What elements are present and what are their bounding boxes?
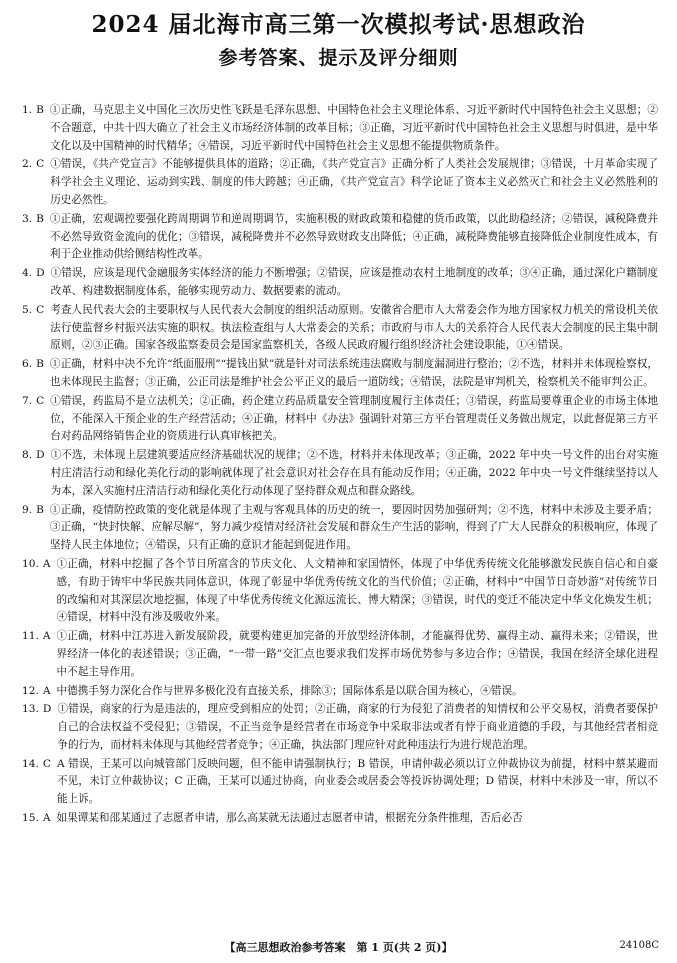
answer-key: B bbox=[36, 212, 44, 225]
answer-explanation: ①正确，马克思主义中国化三次历史性飞跃是毛泽东思想、中国特色社会主义理论体系、习近平新时代中国特色社会主义思想；②不合题意，中共十四大确立了社会主义市场经济体制的改革目标；③正确，习近平新时代中国特色社会主义思想与时俱进，是中华文化以及中国精神的时代精华；④错误，习近平新时代中国特色社会主义思想不能提供物质条件。 bbox=[49, 104, 658, 152]
answer-key: A bbox=[42, 812, 51, 825]
answer-item bbox=[22, 265, 658, 301]
answer-explanation: ①正确，宏观调控要强化跨周期调节和逆周期调节，实施积极的财政政策和稳健的货币政策，以此助稳经济；②错误，减税降费并不必然导致资金流向的优化；③错误，减税降费并不必然导致财政支出降低；④正确，减税降费能够直接降低企业制度性成本，有利于企业推动供给侧结构性改革。 bbox=[49, 212, 658, 261]
answer-key: D bbox=[42, 703, 52, 716]
page-footer bbox=[0, 939, 677, 957]
answer-item bbox=[22, 556, 658, 627]
answer-key: A bbox=[42, 684, 51, 697]
answer-key: A bbox=[42, 630, 51, 643]
answer-item bbox=[22, 810, 658, 828]
question-number: 8. bbox=[22, 449, 33, 462]
question-number: 4. bbox=[22, 267, 33, 280]
answer-item bbox=[22, 356, 658, 392]
question-number: 7. bbox=[22, 394, 33, 407]
answer-key: C bbox=[36, 394, 45, 407]
answer-item bbox=[22, 502, 658, 555]
answer-item bbox=[22, 156, 658, 209]
answer-key: C bbox=[36, 158, 45, 171]
answer-item bbox=[22, 756, 658, 809]
answer-explanation: ①正确，材料中决不允许“纸面服刑”“提钱出狱”就是针对司法系统违法腐败与制度漏洞进行整治；②不选，材料并未体现检察权，也未体现民主监督；③正确，公正司法是维护社会公平正义的最后一道防线；④错误，法院是审判机关，检察机关不能审判公正。 bbox=[49, 358, 658, 388]
page-title: 2024 届北海市高三第一次模拟考试·思想政治 bbox=[91, 11, 586, 38]
footer-page-info: 【高三思想政治参考答案 第 1 页(共 2 页)】 bbox=[224, 941, 453, 954]
answer-explanation: ①错误，药监局不是立法机关；②正确，药企建立药品质量安全管理制度履行主体责任；③错误，药监局要尊重企业的市场主体地位，不能深入干预企业的生产经营活动；④正确，材料中《办法》强调针对第三方平台管理责任义务做出规定，以此督促第三方平台对药品网络销售企业的资质进行认真审核把关。 bbox=[50, 394, 658, 443]
answer-key: D bbox=[36, 449, 45, 462]
answer-item bbox=[22, 701, 658, 754]
answer-item bbox=[22, 447, 658, 500]
question-number: 3. bbox=[22, 212, 33, 225]
question-number: 9. bbox=[22, 503, 33, 516]
question-number: 2. bbox=[22, 158, 33, 171]
answer-item bbox=[22, 683, 658, 701]
answer-explanation: ①正确，材料中江苏进入新发展阶段，就要构建更加完备的开放型经济体制，才能赢得优势、赢得主动、赢得未来；②错误，世界经济一体化的表述错误；③正确，“一带一路”交汇点也要求我们发挥市场优势参与多边合作；④错误，我国在经济全球化进程中不起主导作用。 bbox=[56, 630, 658, 678]
answer-explanation: 如果谭某和邵某通过了志愿者申请，那么高某就无法通过志愿者申请，根据充分条件推理，否后必否 bbox=[56, 812, 523, 825]
answer-explanation: ①错误，应该是现代金融服务实体经济的能力不断增强；②错误，应该是推动农村土地制度的改革；③④正确，通过深化户籍制度改革、构建数据制度体系，能够实现劳动力、数据要素的流动。 bbox=[50, 267, 658, 297]
answer-key: C bbox=[36, 303, 45, 316]
question-number: 15. bbox=[22, 812, 39, 825]
question-number: 5. bbox=[22, 303, 33, 316]
answer-explanation: 中德携手努力深化合作与世界多极化没有直接关系，排除③；国际体系是以联合国为核心，④错误。 bbox=[56, 684, 523, 697]
question-number: 14. bbox=[22, 757, 39, 770]
answer-list bbox=[22, 102, 658, 829]
question-number: 12. bbox=[22, 684, 39, 697]
answer-explanation: 考查人民代表大会的主要职权与人民代表大会制度的组织活动原则。安徽省合肥市人大常委会作为地方国家权力机关的常设机关依法行使监督乡村振兴法实施的职权。执法检查组与人大常委会的关系；市政府与市人大的关系符合人民代表大会制度的民主集中制原则，②③正确。国家各级监察委员会是国家监察机关，各级人民政府履行组织经济社会建设职能，①④错误。 bbox=[50, 303, 658, 352]
answer-explanation: ①正确，疫情防控政策的变化就是体现了主观与客观具体的历史的统一，要因时因势加强研判；②不选，材料中未涉及主要矛盾；③正确，“快封快解、应解尽解”，努力减少疫情对经济社会发展和群众生产生活的影响，得到了广大人民群众的积极响应，体现了坚持人民主体地位；④错误，只有正确的意识才能起到促进作用。 bbox=[49, 503, 658, 552]
answer-item bbox=[22, 628, 658, 681]
answer-key: B bbox=[36, 358, 44, 371]
answer-item bbox=[22, 102, 658, 155]
answer-explanation: A 错误，王某可以向城管部门反映问题，但不能申请强制执行；B 错误，申请仲裁必须以订立仲裁协议为前提，材料中蔡某避而不见，未订立仲裁协议；C 正确，王某可以通过协商，向业委会或居委会等投诉协调处理；D 错误，材料中未涉及一审，所以不能上诉。 bbox=[56, 757, 658, 806]
answer-key: C bbox=[42, 757, 51, 770]
question-number: 11. bbox=[22, 630, 39, 643]
answer-explanation: ①正确，材料中挖掘了各个节日所富含的节庆文化、人文精神和家国情怀，体现了中华优秀传统文化能够激发民族自信心和自豪感，有助于铸牢中华民族共同体意识，体现了彰显中华优秀传统文化的当代价值；②正确，材料中“中国节日奇妙游”对传统节日的改编和对其深层次地挖掘，体现了中华优秀传统文化源远流长、博大精深；③错误，时代的变迁不能决定中华文化焕发生机；④错误，材料中没有涉及吸收外来。 bbox=[56, 557, 658, 624]
question-number: 10. bbox=[22, 557, 39, 570]
answer-item bbox=[22, 211, 658, 264]
answer-key: D bbox=[36, 267, 45, 280]
answer-item bbox=[22, 302, 658, 355]
answer-explanation: ①不选，未体现上层建筑要适应经济基础状况的规律；②不选，材料并未体现改革；③正确，2022 年中央一号文件的出台对实施村庄清洁行动和绿化美化行动的影响就体现了社会意识对社会存在具有能动反作用；④正确，2022 年中央一号文件继续坚持以人为本，深入实施村庄清洁行动和绿化美化行动体现了坚持群众观点和群众路线。 bbox=[50, 449, 658, 497]
answer-key: B bbox=[36, 104, 44, 116]
answer-key: A bbox=[42, 557, 51, 570]
footer-doc-code: 24108C bbox=[619, 940, 659, 951]
question-number: 1. bbox=[22, 104, 33, 116]
question-number: 13. bbox=[22, 703, 39, 716]
answer-item bbox=[22, 393, 658, 446]
page-subtitle: 参考答案、提示及评分细则 bbox=[218, 47, 459, 69]
answer-explanation: ①错误，商家的行为是违法的，理应受到相应的处罚；②正确，商家的行为侵犯了消费者的知情权和公平交易权，消费者要保护自己的合法权益不受侵犯；③错误，不正当竞争是经营者在市场竞争中采取非法或者有悖于商业道德的手段，与其他经营者相竞争的行为，而材料未体现与其他经营者竞争；④正确，执法部门理应针对此种违法行为进行规范治理。 bbox=[57, 703, 658, 751]
answer-key: B bbox=[36, 503, 44, 516]
answer-explanation: ①错误，《共产党宣言》不能够提供具体的道路；②正确，《共产党宣言》正确分析了人类社会发展规律；③错误，十月革命实现了科学社会主义理论、运动到实践、制度的伟大跨越；④正确，《共产党宣言》科学论证了资本主义必然灭亡和社会主义必然胜利的历史必然性。 bbox=[50, 158, 658, 206]
question-number: 6. bbox=[22, 358, 33, 371]
